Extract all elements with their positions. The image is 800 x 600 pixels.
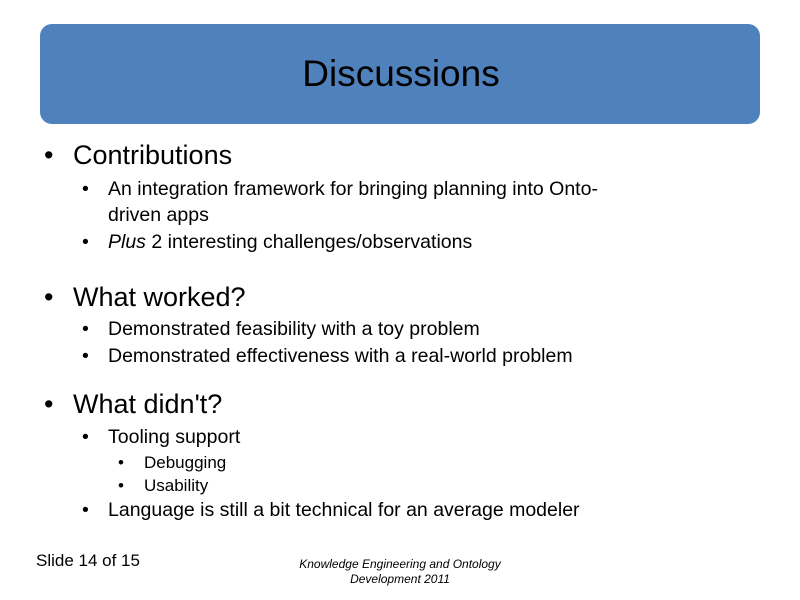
list-item-feasibility: Demonstrated feasibility with a toy problem bbox=[108, 318, 480, 340]
list-item-challenges-text: 2 interesting challenges/observations bbox=[145, 231, 473, 253]
slide-title: Discussions bbox=[302, 53, 500, 94]
sub-item-usability: Usability bbox=[144, 476, 209, 495]
sub-item-debugging: Debugging bbox=[144, 453, 227, 472]
emphasis-text: Plus bbox=[108, 231, 146, 253]
list-item-challenges bbox=[108, 231, 472, 254]
list-item-tooling-support: Tooling support bbox=[108, 426, 241, 448]
footer-course-line2: Development 2011 bbox=[350, 572, 450, 586]
bullet-glyph: • bbox=[82, 231, 89, 253]
bullet-glyph: • bbox=[118, 453, 124, 472]
bullet-glyph: • bbox=[118, 476, 124, 495]
footer-course-title bbox=[276, 557, 524, 587]
list-item-effectiveness: Demonstrated effectiveness with a real-world problem bbox=[108, 345, 573, 367]
bullet-glyph: • bbox=[82, 426, 89, 448]
bullet-glyph: • bbox=[44, 389, 54, 419]
bullet-glyph: • bbox=[82, 178, 89, 200]
bullet-glyph: • bbox=[82, 318, 89, 340]
bullet-glyph: • bbox=[44, 282, 54, 312]
section-heading-contributions: Contributions bbox=[73, 140, 233, 170]
list-item-integration-framework-line2: driven apps bbox=[108, 204, 209, 226]
bullet-glyph: • bbox=[44, 140, 54, 170]
bullet-glyph: • bbox=[82, 499, 89, 521]
slide-number: Slide 14 of 15 bbox=[36, 551, 140, 570]
list-item-language-technical: Language is still a bit technical for an average modeler bbox=[108, 499, 580, 521]
bullet-glyph: • bbox=[82, 345, 89, 367]
footer-course-line1: Knowledge Engineering and Ontology bbox=[299, 557, 501, 571]
section-heading-what-worked: What worked? bbox=[73, 282, 246, 312]
section-heading-what-didnt: What didn't? bbox=[73, 389, 223, 419]
list-item-integration-framework-line1: An integration framework for bringing planning into Onto- bbox=[108, 178, 598, 200]
